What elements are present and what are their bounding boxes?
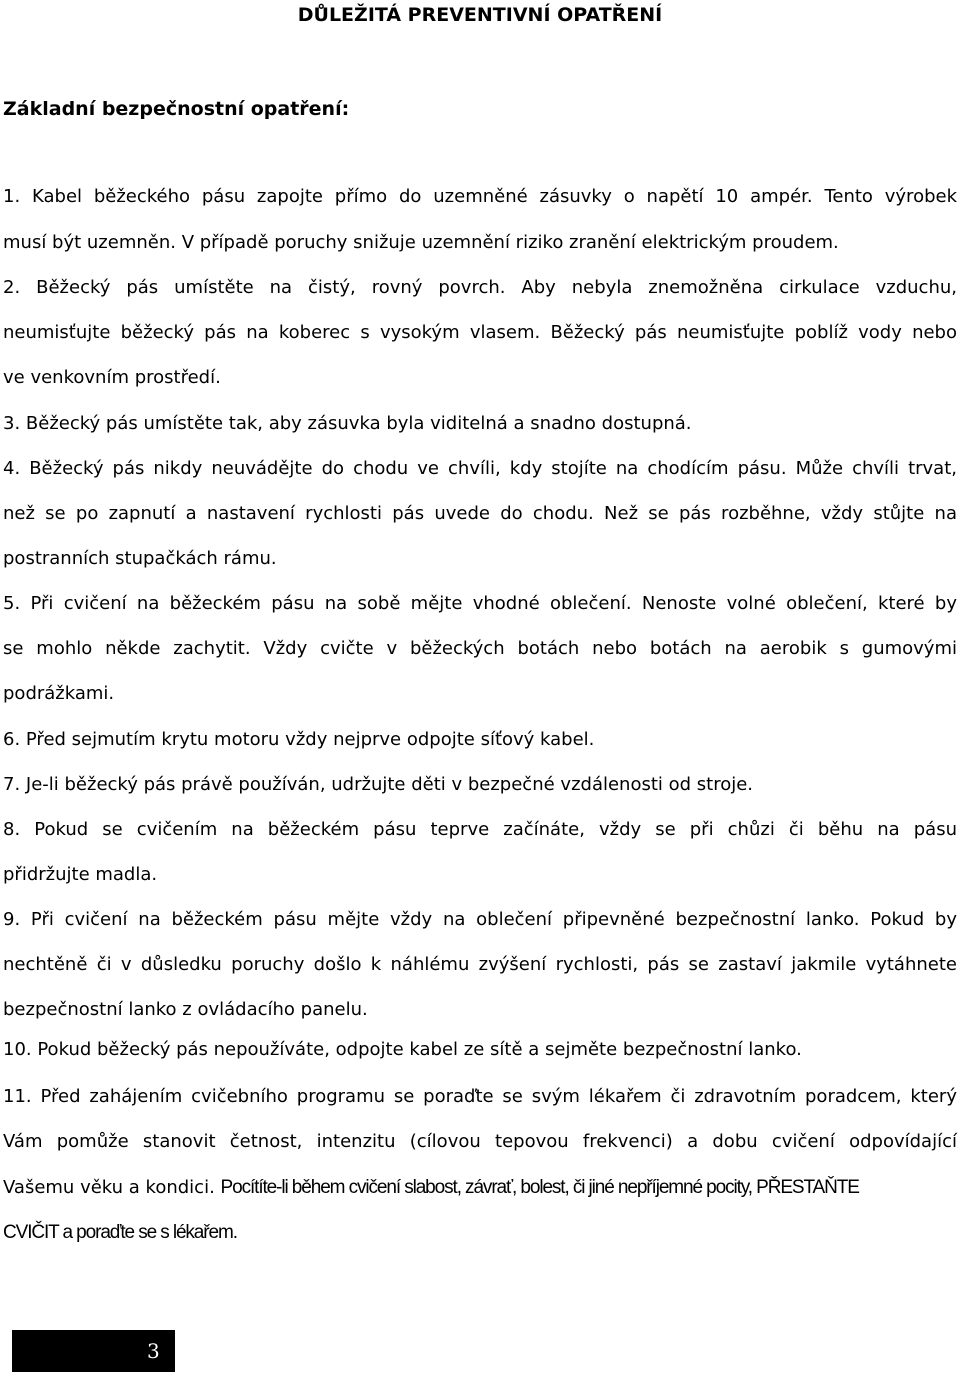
item-2-line-3: ve venkovním prostředí. xyxy=(3,367,221,388)
item-11-line-3-start: Vašemu věku a kondici. xyxy=(3,1177,215,1198)
item-11-line-1: 11. Před zahájením cvičebního programu se poraďte se svým lékařem či zdravotním poradcem, který xyxy=(3,1086,957,1107)
item-4-line-1: 4. Běžecký pás nikdy neuvádějte do chodu ve chvíli, kdy stojíte na chodícím pásu. Může chvíli trvat, xyxy=(3,458,957,479)
warning-text-end: CVIČIT a poraďte se s lékařem. xyxy=(3,1222,237,1243)
page-number: 3 xyxy=(147,1339,160,1363)
item-5-line-3: podrážkami. xyxy=(3,683,115,704)
section-heading: Základní bezpečnostní opatření: xyxy=(3,98,350,120)
item-9-line-3: bezpečnostní lanko z ovládacího panelu. xyxy=(3,999,368,1020)
page-number-box xyxy=(12,1330,175,1372)
item-7-line-1: 7. Je-li běžecký pás právě používán, udržujte děti v bezpečné vzdálenosti od stroje. xyxy=(3,774,754,795)
item-2-line-2: neumisťujte běžecký pás na koberec s vysokým vlasem. Běžecký pás neumisťujte poblíž vody nebo xyxy=(3,322,957,343)
item-4-line-2: než se po zapnutí a nastavení rychlosti pás uvede do chodu. Než se pás rozběhne, vždy stůjte na xyxy=(3,503,957,524)
item-11-line-3 xyxy=(3,1173,957,1203)
item-10-line-1: 10. Pokud běžecký pás nepoužíváte, odpojte kabel ze sítě a sejměte bezpečnostní lanko. xyxy=(3,1039,802,1060)
item-8-line-2: přidržujte madla. xyxy=(3,864,158,885)
item-9-line-1: 9. Při cvičení na běžeckém pásu mějte vždy na oblečení připevněné bezpečnostní lanko. Pokud by xyxy=(3,909,957,930)
item-8-line-1: 8. Pokud se cvičením na běžeckém pásu teprve začínáte, vždy se při chůzi či běhu na pásu xyxy=(3,819,957,840)
item-1-line-1: 1. Kabel běžeckého pásu zapojte přímo do uzemněné zásuvky o napětí 10 ampér. Tento výrobek xyxy=(3,186,957,207)
item-11-line-4 xyxy=(3,1218,957,1248)
document-title: DŮLEŽITÁ PREVENTIVNÍ OPATŘENÍ xyxy=(297,4,663,26)
item-4-line-3: postranních stupačkách rámu. xyxy=(3,548,277,569)
item-1-line-2: musí být uzemněn. V případě poruchy snižuje uzemnění riziko zranění elektrickým proudem. xyxy=(3,232,839,253)
item-5-line-2: se mohlo někde zachytit. Vždy cvičte v běžeckých botách nebo botách na aerobik s gumovými xyxy=(3,638,957,659)
item-2-line-1: 2. Běžecký pás umístěte na čistý, rovný povrch. Aby nebyla znemožněna cirkulace vzduchu, xyxy=(3,277,957,298)
item-5-line-1: 5. Při cvičení na běžeckém pásu na sobě mějte vhodné oblečení. Nenoste volné oblečení, které by xyxy=(3,593,957,614)
warning-text: Pocítíte-li během cvičení slabost, závrať, bolest, či jiné nepříjemné pocity, PŘESTAŇTE xyxy=(220,1177,859,1198)
item-9-line-2: nechtěně či v důsledku poruchy došlo k náhlému zvýšení rychlosti, pás se zastaví jakmile vytáhnete xyxy=(3,954,957,975)
item-3-line-1: 3. Běžecký pás umístěte tak, aby zásuvka byla viditelná a snadno dostupná. xyxy=(3,413,692,434)
item-6-line-1: 6. Před sejmutím krytu motoru vždy nejprve odpojte síťový kabel. xyxy=(3,729,595,750)
item-11-line-2: Vám pomůže stanovit četnost, intenzitu (cílovou tepovou frekvenci) a dobu cvičení odpovídající xyxy=(3,1131,957,1152)
